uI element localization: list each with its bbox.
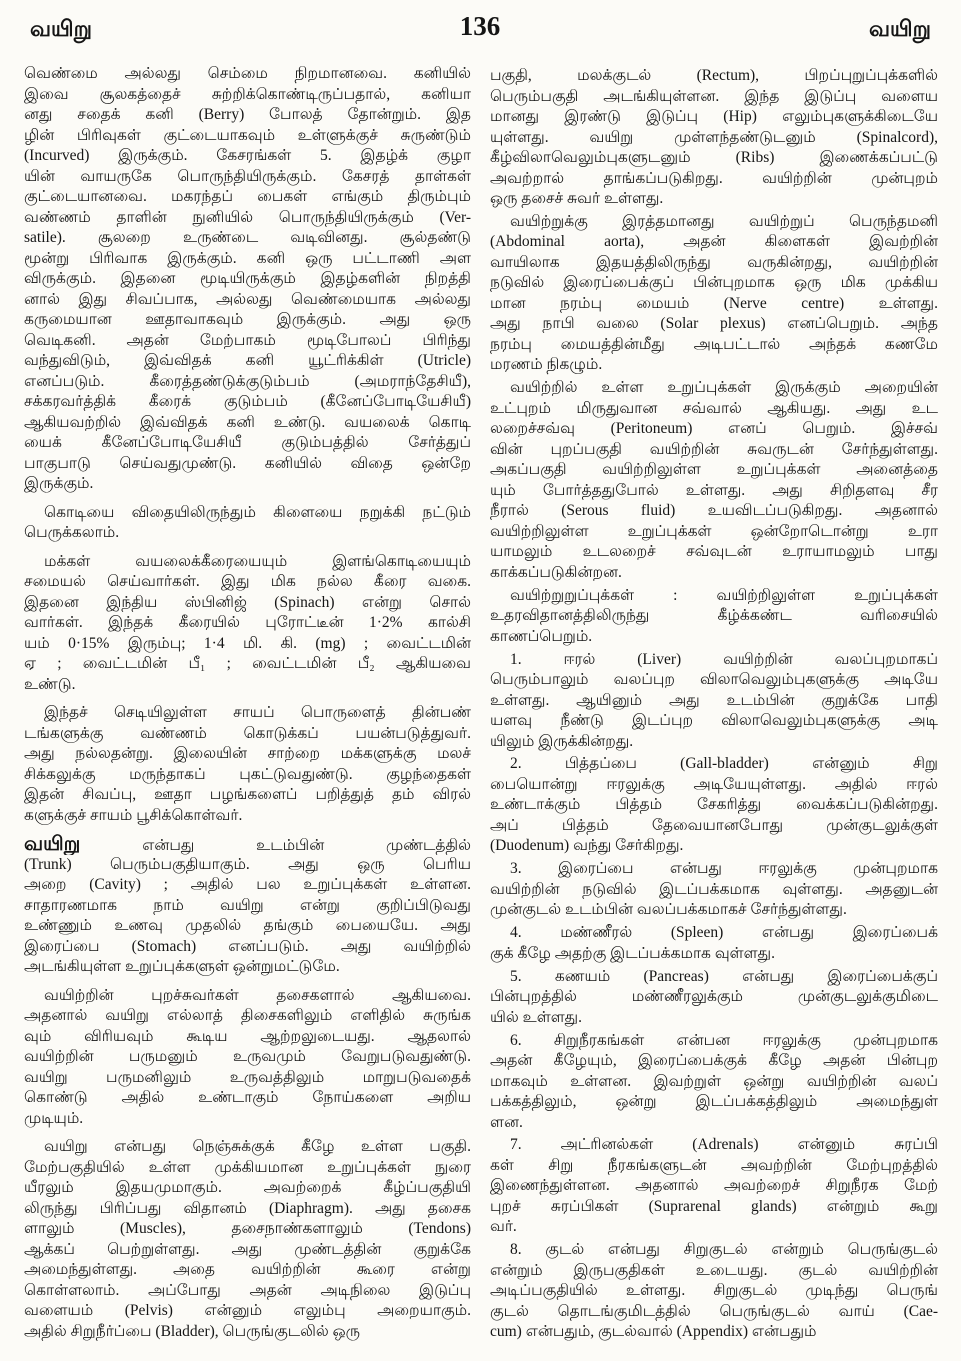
- paragraph: [490, 1031, 938, 1134]
- text-line: அப் பித்தம் தேவையானபோது முன்குடலுக்குள்: [490, 816, 938, 834]
- text-line: யைக் கீனேப்போடியேசியீ குடும்பத்தில் சேர்த்துப்: [24, 434, 471, 451]
- paragraph: [24, 64, 471, 495]
- paragraph: [490, 586, 938, 648]
- text-line: அதில் சிறுநீர்ப்பை (Bladder), பெருங்குடலில் ஒரு: [24, 1322, 360, 1340]
- text-line: இரைப்பை (Stomach) எனப்படும். அது வயிற்றில்: [24, 937, 471, 955]
- text-line: எனப்படும். கீரைத்தண்டுக்குடும்பம் (அமராந்தேசியீ),: [24, 372, 471, 390]
- text-line: கள் சிறு நீரகங்களுடன் அவற்றின் மேற்புறத்தில்: [490, 1156, 938, 1174]
- text-line: லறைச்சவ்வு (Peritoneum) எனப் பெறும். இச்சவ்: [490, 420, 938, 438]
- text-line: ஆகியவற்றில் இவ்விதக் கனி உண்டு. வயலைக் கொடி: [24, 413, 471, 431]
- text-line: அடங்கியுள்ள உறுப்புக்களுள் ஒன்றுமட்டுமே.: [24, 958, 340, 975]
- paragraph: [490, 1135, 938, 1238]
- text-line: சமையல் செய்வார்கள். இது மிக நல்ல கீரை வகை.: [24, 573, 471, 590]
- text-line: கொள்ளலாம். அப்போது அதன் அடிநிலை இடுப்பு: [24, 1281, 471, 1299]
- text-line: சிக்கலுக்கு மருந்தாகப் புகட்டுவதுண்டு. குழந்தைகள்: [24, 765, 471, 783]
- paragraph: [490, 650, 938, 753]
- text-line: satile). சூலறை உருண்டை வடிவினது. சூல்தண்டு: [24, 229, 471, 246]
- text-line: வயிற்றிலுள்ள உறுப்புக்கள் ஒன்றோடொன்று உரா: [490, 522, 938, 540]
- text-line: உள்ளது. ஆயினும் அது உடம்பின் குறுக்கே பாதி: [490, 691, 938, 709]
- text-line: காக்கப்படுகின்றன.: [490, 563, 622, 581]
- text-line: யீரலும் இதயமுமாகும். அவற்றைக் கீழ்ப்பகுதியி: [24, 1179, 471, 1196]
- text-line: பகுதி, மலக்குடல் (Rectum), பிறப்புறுப்புக்களில்: [490, 67, 938, 84]
- text-line: யும் போர்த்ததுபோல் உள்ளது. அது சிறிதளவு சீர: [490, 481, 938, 499]
- text-line: 8. குடல் என்பது சிறுகுடல் என்றும் பெருங்குடல்: [510, 1241, 938, 1259]
- text-line: வந்துவிடும், இவ்விதக் கனி யூட்ரிக்கிள் (Utricle): [24, 352, 471, 369]
- text-line: யிலும் இருக்கின்றது.: [490, 732, 634, 750]
- text-line: வாயிலாக இதயத்திலிருந்து வருகின்றது, வயிற்றின்: [490, 253, 938, 271]
- text-line: என்றும் இருபகுதிகள் உடையது. குடல் வயிற்றின்: [490, 1261, 938, 1279]
- text-line: இணைந்துள்ளன. அதனால் அவற்றைச் சிறுநீரக மேற்: [490, 1177, 938, 1195]
- text-line: மரணம் நிகழும்.: [490, 356, 603, 374]
- text-line-rest: என்பது உடம்பின் முண்டத்தில்: [142, 837, 471, 854]
- paragraph: [24, 986, 471, 1130]
- text-line: உண்டாக்கும் பித்தம் சேகரித்து வைக்கப்படுகின்றது.: [490, 796, 938, 814]
- text-line: வயிற்றின் புறச்சுவர்கள் தசைகளால் ஆகியவை.: [44, 986, 471, 1004]
- text-line: 5. கணயம் (Pancreas) என்பது இரைப்பைக்குப்: [510, 967, 938, 985]
- text-line: நடுவில் இரைப்பைக்குப் பின்புறமாக ஒரு மிக முக்கிய: [490, 274, 938, 292]
- paragraph: [24, 1137, 471, 1342]
- text-line: வயிற்றின் நடுவில் இடப்பக்கமாக வுள்ளது. அதனுடன்: [490, 880, 938, 898]
- text-line: வயிறு பருமனிலும் உருவத்திலும் மாறுபடுவதைக்: [24, 1068, 471, 1086]
- text-line: மேற்பகுதியில் உள்ள முக்கியமான உறுப்புக்கள் நுரை: [24, 1158, 471, 1176]
- text-line: மாகவும் உள்ளன. இவற்றுள் ஒன்று வயிற்றின் வலப்: [490, 1072, 938, 1090]
- text-line: யாமலும் உடலறைச் சவ்வுடன் உராயாமலும் பாது: [490, 543, 938, 561]
- text-line: வெடிகனி. அதன் மேற்பாகம் மூடிபோலப் பிரிந்து: [24, 331, 471, 349]
- text-line: 2. பித்தப்பை (Gall-bladder) என்னும் சிறு: [510, 755, 938, 773]
- paragraph: [490, 66, 938, 210]
- text-line: வயிற்றுக்கு இரத்தமானது வயிற்றுப் பெருந்தமனி: [510, 212, 938, 230]
- text-line: இதன் சிவப்பு, ஊதா பழங்களைப் பறித்துத் தம் விரல்: [24, 786, 471, 803]
- text-line: உதரவிதானத்திலிருந்து கீழ்க்கண்ட வரிசையில்: [490, 607, 938, 625]
- paragraph: [24, 703, 471, 826]
- text-line: கொண்டு அதில் உண்டாகும் நோய்களை அறிய: [24, 1089, 471, 1106]
- text-line: 1. ஈரல் (Liver) வயிற்றின் வலப்புறமாகப்: [510, 650, 938, 668]
- text-line: பையொன்று ஈரலுக்கு அடியேயுள்ளது. அதில் ஈரல்: [490, 775, 938, 793]
- paragraph: [490, 859, 938, 921]
- text-line: வயிற்றுறுப்புக்கள் : வயிற்றிலுள்ள உறுப்புக்கள்: [510, 586, 938, 604]
- page-number: 136: [459, 11, 501, 41]
- text-line: னது சதைக் கனி (Berry) போலத் தோன்றும். இத: [24, 106, 471, 123]
- text-line: ஆக்கப் பெற்றுள்ளது. அது முண்டத்தின் குறுக்கே: [24, 1240, 471, 1258]
- text-line: (Incurved) இருக்கும். கேசரங்கள் 5. இதழ்க் குழா: [24, 147, 471, 164]
- text-line: புறச் சுரப்பிகள் (Suprarenal glands) என்றும் கூறு: [490, 1197, 938, 1215]
- text-line: னால் இது சிவப்பாக, அல்லது வெண்மையாக அல்லது: [24, 290, 471, 308]
- text-line: அடிப்பகுதியில் உள்ளது. சிறுகுடல் முடிந்து பெருங்: [490, 1282, 938, 1300]
- text-line: அது நல்லதன்று. இலையின் சாற்றை மக்களுக்கு மலச்: [24, 745, 471, 762]
- text-line: பக்கத்திலும், ஒன்று இடப்பக்கத்திலும் அமைந்துள்: [490, 1093, 938, 1111]
- text-line: ளாலும் (Muscles), தசைநாண்களாலும் (Tendons): [24, 1220, 471, 1237]
- paragraph: [24, 503, 471, 544]
- text-line: வயிற்றின் பருமனும் உருவமும் வேறுபடுவதுண்டு.: [24, 1048, 471, 1065]
- text-line: களுக்குச் சாயம் பூசிக்கொள்வர்.: [24, 806, 243, 824]
- text-line: வின் புறப்பகுதி வயிற்றின் சுவருடன் சேர்ந்துள்ளது.: [490, 440, 938, 458]
- text-line: முன்குடல் உடம்பின் வலப்பக்கமாகச் சேர்ந்துள்ளது.: [490, 901, 847, 919]
- running-head-right: வயிறு: [868, 16, 931, 41]
- text-line: (Trunk) பெரும்பகுதியாகும். அது ஒரு பெரிய: [24, 855, 471, 873]
- text-line: விருக்கும். இதனை மூடியிருக்கும் இதழ்களின் நிறத்தி: [24, 270, 471, 287]
- paragraph: [490, 967, 938, 1029]
- text-line: வயிறு என்பது நெஞ்சுக்குக் கீழே உள்ள பகுதி.: [44, 1138, 471, 1155]
- text-line: பின்புறத்தில் மண்ணீரலுக்கும் முன்குடலுக்குமிடை: [490, 988, 938, 1006]
- text-line: பெருக்கலாம்.: [24, 524, 120, 541]
- running-head-left: வயிறு: [30, 16, 93, 41]
- text-line: வளையம் (Pelvis) என்னும் எலும்பு அறையாகும்.: [24, 1302, 471, 1319]
- paragraph: [24, 552, 471, 696]
- text-line: வும் விரியவும் கூடிய ஆற்றலுடையது. ஆதலால்: [24, 1027, 471, 1045]
- text-line: அது நாபி வலை (Solar plexus) எனப்பெறும். அந்த: [490, 315, 938, 333]
- text-line: இருக்கும்.: [24, 475, 94, 492]
- text-line: இவை சூலகத்தைச் சுற்றிக்கொண்டிருப்பதால், கனியா: [24, 85, 471, 103]
- text-line: உட்புறம் மிருதுவான சவ்வால் ஆகியது. அது உட: [490, 399, 938, 417]
- text-line: [24, 834, 471, 855]
- text-line: பெரும்பாலும் வலப்புற விலாவெலும்புகளுக்கு அடியே: [490, 671, 938, 689]
- entry-paragraph: [24, 834, 471, 978]
- entry-heading: வயிறு: [24, 834, 81, 855]
- text-line: மான நரம்பு மையம் (Nerve centre) உள்ளது.: [490, 294, 938, 312]
- text-line: மூன்று பிரிவாக இருக்கும். கனி ஒரு பட்டாணி அள: [24, 249, 471, 267]
- text-line: சாதாரணமாக நாம் வயிறு என்று குறிப்பிடுவது: [24, 896, 471, 914]
- text-line: இதனை இந்திய ஸ்பினிஜ் (Spinach) என்று சொல்: [24, 593, 471, 611]
- paragraph: [490, 212, 938, 376]
- text-line: பெரும்பகுதி அடங்கியுள்ளன. இந்த இடுப்பு வளைய: [490, 87, 938, 105]
- text-line: அதனால் வயிறு எல்லாத் திசைகளிலும் எளிதில் சுருங்க: [24, 1007, 471, 1024]
- text-line: அவற்றால் தாங்கப்படுகிறது. வயிற்றின் முன்புறம்: [490, 169, 938, 187]
- text-line: ஏ ; வைட்டமின் பீ₁ ; வைட்டமின் பீ₂ ஆகியவை: [24, 655, 471, 672]
- text-line: பாகுபாடு செய்வதுமுண்டு. கனியில் விதை ஒன்றே: [24, 454, 471, 472]
- text-line: 6. சிறுநீரகங்கள் என்பன ஈரலுக்கு முன்புறமாக: [510, 1031, 938, 1049]
- text-line: அகப்பகுதி வயிற்றிலுள்ள உறுப்புக்கள் அனைத்தை: [490, 461, 938, 479]
- text-line: சக்கரவர்த்திக் கீரைக் குடும்பம் (கீனேப்போடியேசியீ): [24, 393, 471, 410]
- text-line: வார்கள். இந்தக் கீரையில் புரோட்டீன் 1·2% கால்சி: [24, 614, 471, 631]
- paragraph: [490, 754, 938, 857]
- text-line: 7. அட்ரினல்கள் (Adrenals) என்னும் சுரப்பி: [510, 1136, 938, 1154]
- text-line: நரம்பு மையத்தின்மீது அடிபட்டால் அந்தக் கணமே: [490, 335, 938, 353]
- text-line: அறை (Cavity) ; அதில் பல உறுப்புக்கள் உள்ளன.: [24, 876, 471, 893]
- text-line: ழின் பிரிவுகள் குட்டையாகவும் உள்ளுக்குச் சுருண்டும்: [24, 126, 471, 144]
- right-text-column: [490, 66, 938, 1343]
- text-line: யம் 0·15% இரும்பு; 1·4 மி. கி. (mg) ; வைட்டமின்: [24, 634, 471, 652]
- text-line: உண்டு.: [24, 675, 76, 693]
- text-line: கொடியை விதையிலிருந்தும் கிளையை நறுக்கி நட்டும்: [44, 503, 471, 521]
- text-line: வர்.: [490, 1218, 517, 1236]
- text-line: 3. இரைப்பை என்பது ஈரலுக்கு முன்புறமாக: [510, 860, 938, 878]
- text-line: இந்தச் செடியிலுள்ள சாயப் பொருளைத் தின்பண்: [44, 704, 471, 721]
- text-line: காணப்பெறும்.: [490, 627, 593, 645]
- text-line: அமைந்துள்ளது. அதை வயிற்றின் கூரை என்று: [24, 1261, 471, 1278]
- text-line: வெண்மை அல்லது செம்மை நிறமானவை. கனியில்: [24, 65, 471, 82]
- paragraph: [490, 378, 938, 583]
- text-line: லிருந்து பிரிப்பது விதானம் (Diaphragm). அது தசைக: [24, 1199, 471, 1217]
- text-line: குட்டையானவை. மகரந்தப் பைகள் எங்கும் திரும்பும்: [24, 188, 471, 205]
- text-line: (Abdominal aorta), அதன் கிளைகள் இவற்றின்: [490, 233, 938, 251]
- text-line: மக்கள் வயலைக்கீரையையும் இளங்கொடியையும்: [44, 552, 471, 570]
- text-line: (Duodenum) வந்து சேர்கிறது.: [490, 837, 684, 855]
- text-line: யில் உள்ளது.: [490, 1008, 583, 1026]
- text-line: cum) என்பதும், குடல்வால் (Appendix) என்பதும்: [490, 1323, 817, 1341]
- text-line: அதன் கீழேயும், இரைப்பைக்குக் கீழே அதன் பின்புற: [490, 1052, 938, 1070]
- text-line: யுள்ளது. வயிறு முள்ளந்தண்டுடனும் (Spinalcord),: [490, 128, 938, 146]
- text-line: ளன.: [490, 1113, 523, 1131]
- text-line: குடல் தொடங்குமிடத்தில் பெருங்குடல் வாய் (Cae-: [490, 1302, 938, 1320]
- text-line: மானது இரண்டு இடுப்பு (Hip) எலும்புகளுக்கிடையே: [490, 108, 938, 125]
- text-line: கீழ்விலாவெலும்புகளுடனும் (Ribs) இணைக்கப்பட்டு: [490, 149, 938, 166]
- text-line: குக் கீழே அதற்கு இடப்பக்கமாக வுள்ளது.: [490, 944, 775, 962]
- left-text-column: [24, 64, 471, 1342]
- text-line: முடியும்.: [24, 1109, 84, 1127]
- text-line: வண்ணம் தாளின் நுனியில் பொருந்தியிருக்கும் (Ver-: [24, 208, 471, 226]
- text-line: நீரால் (Serous fluid) உயவிடப்படுகிறது. அதனால்: [490, 502, 938, 520]
- text-line: யளவு நீண்டு இடப்புற விலாவெலும்புகளுக்கு அடி: [490, 712, 938, 730]
- text-line: யின் வாயருகே பொருந்தியிருக்கும். கேசரத் தாள்கள்: [24, 167, 471, 185]
- text-line: 4. மண்ணீரல் (Spleen) என்பது இரைப்பைக்: [510, 924, 938, 942]
- paragraph: [490, 1240, 938, 1343]
- text-line: டங்களுக்கு வண்ணம் கொடுக்கப் பயன்படுத்துவர்.: [24, 724, 471, 742]
- text-line: கருமையான ஊதாவாகவும் இருக்கும். அது ஒரு: [24, 311, 471, 328]
- paragraph: [490, 923, 938, 964]
- text-line: வயிற்றில் உள்ள உறுப்புக்கள் இருக்கும் அறையின்: [510, 379, 938, 397]
- text-line: உண்ணும் உணவு முதலில் தங்கும் பையையே. அது: [24, 917, 471, 934]
- text-line: ஒரு தசைச் சுவர் உள்ளது.: [490, 190, 664, 207]
